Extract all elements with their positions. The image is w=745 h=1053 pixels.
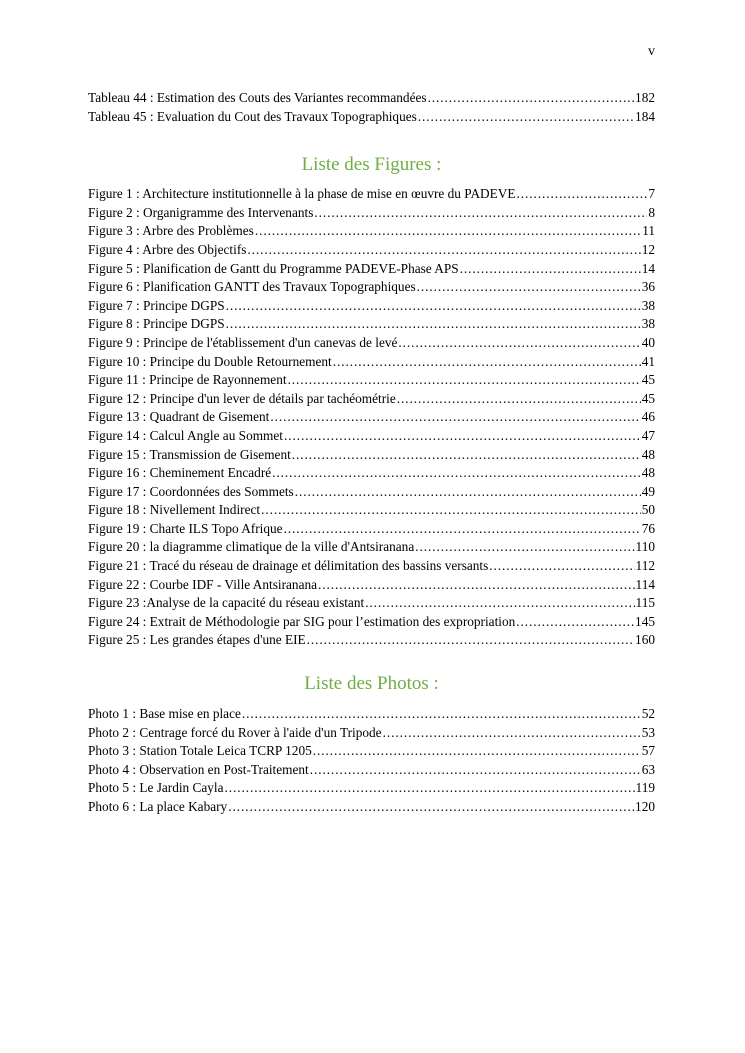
dot-leader <box>284 427 641 446</box>
toc-entry-label: Figure 1 : Architecture institutionnelle à la phase de mise en œuvre du PADEVE <box>88 186 516 202</box>
toc-entry-page: 11 <box>642 223 655 239</box>
toc-entry-label: Figure 22 : Courbe IDF - Ville Antsiranana <box>88 576 318 592</box>
toc-entry-label: Photo 5 : Le Jardin Cayla <box>88 780 224 796</box>
dot-leader <box>272 464 641 483</box>
toc-entry-page: 112 <box>635 558 655 574</box>
dot-leader <box>228 798 634 817</box>
toc-entry-page: 184 <box>635 108 655 124</box>
toc-entry-page: 7 <box>648 186 655 202</box>
dot-leader <box>398 334 640 353</box>
dot-leader <box>460 260 641 279</box>
toc-entry-label: Figure 14 : Calcul Angle au Sommet <box>88 427 283 443</box>
figures-list <box>88 185 655 650</box>
toc-entry-page: 115 <box>635 595 655 611</box>
toc-entry-page: 45 <box>641 372 655 388</box>
toc-entry-label: Figure 12 : Principe d'un lever de détails par tachéométrie <box>88 390 396 406</box>
toc-entry-label: Figure 8 : Principe DGPS <box>88 316 225 332</box>
toc-entry[interactable] <box>88 705 655 724</box>
dot-leader <box>284 520 641 539</box>
toc-entry[interactable] <box>88 576 655 595</box>
toc-entry[interactable] <box>88 371 655 390</box>
dot-leader <box>255 222 641 241</box>
dot-leader <box>242 705 641 724</box>
toc-entry-label: Tableau 45 : Evaluation du Cout des Travaux Topographiques <box>88 108 417 124</box>
dot-leader <box>270 408 640 427</box>
toc-entry[interactable] <box>88 260 655 279</box>
toc-entry[interactable] <box>88 315 655 334</box>
dot-leader <box>226 297 641 316</box>
toc-entry-page: 114 <box>635 576 655 592</box>
toc-entry[interactable] <box>88 427 655 446</box>
toc-entry-label: Figure 7 : Principe DGPS <box>88 297 225 313</box>
toc-entry[interactable] <box>88 779 655 798</box>
toc-entry[interactable] <box>88 798 655 817</box>
toc-entry[interactable] <box>88 390 655 409</box>
dot-leader <box>313 742 641 761</box>
toc-entry-label: Figure 13 : Quadrant de Gisement <box>88 409 270 425</box>
dot-leader <box>225 779 635 798</box>
toc-entry-label: Figure 10 : Principe du Double Retournement <box>88 353 332 369</box>
toc-entry-label: Figure 2 : Organigramme des Intervenants <box>88 204 314 220</box>
dot-leader <box>517 185 648 204</box>
toc-entry-page: 8 <box>648 204 655 220</box>
toc-entry-page: 14 <box>641 260 655 276</box>
toc-entry-page: 48 <box>641 446 655 462</box>
toc-entry[interactable] <box>88 204 655 223</box>
toc-entry[interactable] <box>88 241 655 260</box>
dot-leader <box>415 538 634 557</box>
dot-leader <box>310 761 641 780</box>
dot-leader <box>226 315 641 334</box>
toc-entry-page: 48 <box>641 465 655 481</box>
dot-leader <box>307 631 634 650</box>
toc-entry[interactable] <box>88 520 655 539</box>
toc-entry-label: Figure 9 : Principe de l'établissement d'un canevas de levé <box>88 334 398 350</box>
toc-entry-label: Figure 11 : Principe de Rayonnement <box>88 372 287 388</box>
toc-entry-page: 12 <box>641 241 655 257</box>
toc-entry[interactable] <box>88 446 655 465</box>
toc-entry-page: 41 <box>641 353 655 369</box>
dot-leader <box>333 353 641 372</box>
toc-entry-label: Tableau 44 : Estimation des Couts des Variantes recommandées <box>88 90 427 105</box>
toc-entry-label: Figure 18 : Nivellement Indirect <box>88 502 261 518</box>
toc-entry-page: 120 <box>635 799 655 814</box>
toc-entry[interactable] <box>88 724 655 743</box>
toc-entry[interactable] <box>88 761 655 780</box>
toc-entry-page: 46 <box>641 409 655 425</box>
toc-entry[interactable] <box>88 613 655 632</box>
dot-leader <box>295 483 641 502</box>
toc-entry-page: 110 <box>635 539 655 555</box>
toc-entry[interactable] <box>88 353 655 372</box>
toc-entry-page: 160 <box>635 632 655 648</box>
dot-leader <box>288 371 641 390</box>
toc-entry-label: Photo 3 : Station Totale Leica TCRP 1205 <box>88 743 312 759</box>
dot-leader <box>292 446 641 465</box>
toc-entry[interactable] <box>88 501 655 520</box>
toc-entry[interactable] <box>88 278 655 297</box>
toc-entry-page: 57 <box>641 743 655 759</box>
dot-leader <box>516 613 634 632</box>
dot-leader <box>428 89 634 108</box>
dot-leader <box>418 108 634 127</box>
toc-entry[interactable] <box>88 222 655 241</box>
toc-entry-label: Figure 21 : Tracé du réseau de drainage et délimitation des bassins versants <box>88 558 489 574</box>
toc-entry-label: Photo 2 : Centrage forcé du Rover à l'aide d'un Tripode <box>88 724 382 740</box>
toc-entry[interactable] <box>88 557 655 576</box>
toc-entry[interactable] <box>88 631 655 650</box>
toc-entry-label: Figure 16 : Cheminement Encadré <box>88 465 272 481</box>
dot-leader <box>247 241 640 260</box>
toc-entry[interactable] <box>88 297 655 316</box>
toc-entry[interactable] <box>88 483 655 502</box>
toc-entry-label: Figure 20 : la diagramme climatique de la ville d'Antsiranana <box>88 539 415 555</box>
tables-list <box>88 89 655 126</box>
toc-entry-label: Figure 17 : Coordonnées des Sommets <box>88 483 294 499</box>
dot-leader <box>489 557 634 576</box>
toc-entry-page: 63 <box>641 761 655 777</box>
toc-entry-page: 38 <box>641 316 655 332</box>
dot-leader <box>397 390 641 409</box>
toc-entry[interactable] <box>88 89 655 108</box>
toc-entry-label: Figure 6 : Planification GANTT des Travaux Topographiques <box>88 279 416 295</box>
page-number: v <box>648 44 655 59</box>
table-of-contents <box>88 89 655 817</box>
toc-entry-label: Figure 24 : Extrait de Méthodologie par SIG pour l’estimation des expropriation <box>88 613 516 629</box>
photos-heading: Liste des Photos : <box>304 673 439 695</box>
toc-entry-page: 40 <box>641 334 655 350</box>
toc-entry[interactable] <box>88 742 655 761</box>
dot-leader <box>318 576 635 595</box>
toc-entry-label: Figure 19 : Charte ILS Topo Afrique <box>88 520 283 536</box>
toc-entry[interactable] <box>88 594 655 613</box>
dot-leader <box>365 594 634 613</box>
toc-entry-page: 45 <box>641 390 655 406</box>
toc-entry[interactable] <box>88 185 655 204</box>
toc-entry-page: 38 <box>641 297 655 313</box>
toc-entry[interactable] <box>88 334 655 353</box>
toc-entry-label: Figure 5 : Planification de Gantt du Programme PADEVE-Phase APS <box>88 260 459 276</box>
toc-entry-page: 52 <box>641 706 655 722</box>
toc-entry-page: 49 <box>641 483 655 499</box>
toc-entry[interactable] <box>88 408 655 427</box>
toc-entry-label: Figure 25 : Les grandes étapes d'une EIE <box>88 632 306 648</box>
toc-entry[interactable] <box>88 464 655 483</box>
toc-entry-page: 145 <box>635 613 655 629</box>
figures-heading: Liste des Figures : <box>301 154 442 176</box>
toc-entry-page: 53 <box>641 724 655 740</box>
toc-entry-page: 76 <box>641 520 655 536</box>
toc-entry[interactable] <box>88 108 655 127</box>
toc-entry-page: 182 <box>635 90 655 105</box>
toc-entry-label: Figure 15 : Transmission de Gisement <box>88 446 291 462</box>
toc-entry-label: Photo 4 : Observation en Post-Traitement <box>88 761 309 777</box>
dot-leader <box>314 204 647 223</box>
toc-entry-page: 119 <box>635 780 655 796</box>
toc-entry-label: Figure 23 :Analyse de la capacité du réseau existant <box>88 595 365 611</box>
toc-entry-label: Photo 6 : La place Kabary <box>88 799 228 814</box>
dot-leader <box>261 501 641 520</box>
toc-entry[interactable] <box>88 538 655 557</box>
dot-leader <box>417 278 641 297</box>
toc-entry-page: 50 <box>641 502 655 518</box>
dot-leader <box>383 724 641 743</box>
toc-entry-page: 47 <box>641 427 655 443</box>
toc-entry-label: Figure 4 : Arbre des Objectifs <box>88 241 247 257</box>
toc-entry-label: Photo 1 : Base mise en place <box>88 706 241 722</box>
photos-list <box>88 705 655 817</box>
toc-entry-page: 36 <box>641 279 655 295</box>
toc-entry-label: Figure 3 : Arbre des Problèmes <box>88 223 254 239</box>
